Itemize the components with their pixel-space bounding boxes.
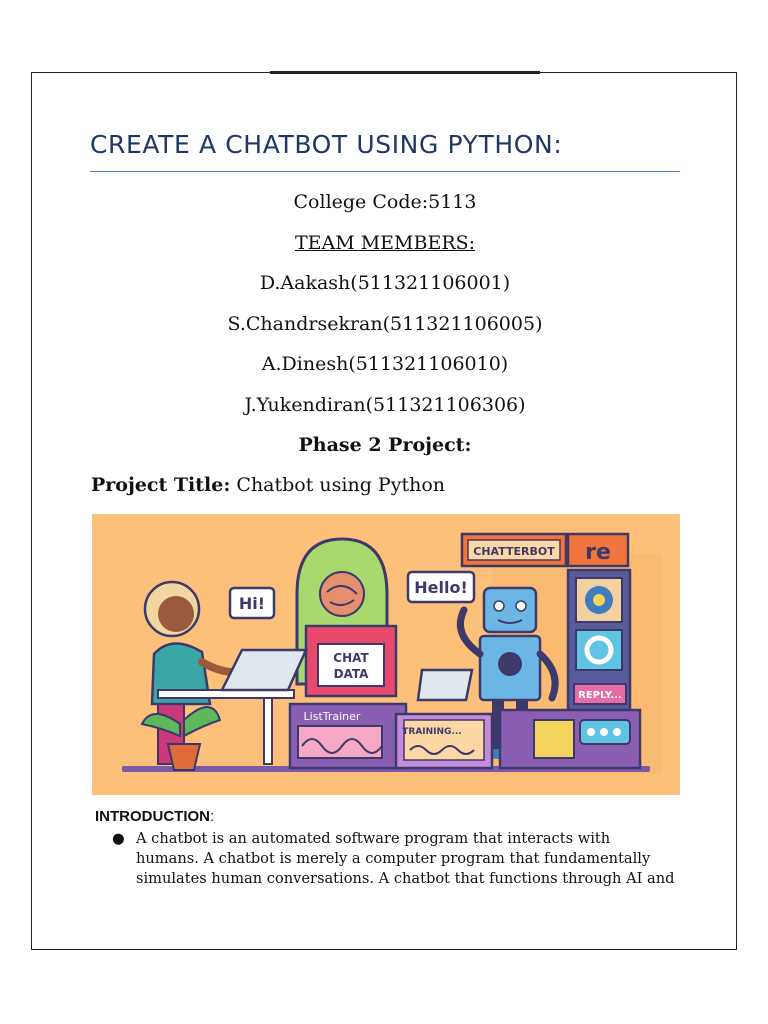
intro-line-1: A chatbot is an automated software program that interacts with bbox=[136, 830, 611, 847]
introduction-heading-text: INTRODUCTION bbox=[95, 808, 210, 825]
hello-text: Hello! bbox=[414, 578, 468, 597]
chatterbot-label: CHATTERBOT bbox=[473, 545, 555, 558]
project-title-label: Project Title: bbox=[91, 474, 231, 496]
introduction-list bbox=[110, 829, 690, 889]
team-member-4: J.Yukendiran(511321106306) bbox=[244, 394, 526, 416]
introduction-heading-colon: : bbox=[210, 808, 215, 825]
hi-text: Hi! bbox=[238, 594, 266, 613]
intro-line-2: humans. A chatbot is merely a computer program that fundamentally bbox=[136, 850, 651, 867]
brain-icon bbox=[320, 572, 364, 616]
team-member-2: S.Chandrsekran(511321106005) bbox=[227, 313, 543, 335]
team-member-3: A.Dinesh(511321106010) bbox=[261, 353, 509, 375]
list-item bbox=[110, 829, 690, 889]
re-label: re bbox=[585, 540, 611, 565]
chatbot-illustration bbox=[92, 514, 680, 795]
laptop-robot bbox=[418, 670, 472, 700]
plant-pot bbox=[168, 744, 200, 770]
bullet-icon: ● bbox=[112, 830, 125, 847]
data-label: DATA bbox=[333, 667, 369, 681]
team-members-heading: TEAM MEMBERS: bbox=[294, 232, 476, 254]
document-title: CREATE A CHATBOT USING PYTHON: bbox=[90, 130, 563, 159]
team-member-1: D.Aakash(511321106001) bbox=[259, 272, 511, 294]
college-code: College Code:5113 bbox=[293, 191, 477, 213]
project-title bbox=[91, 474, 445, 496]
introduction-heading bbox=[95, 808, 214, 825]
phase-heading: Phase 2 Project: bbox=[298, 434, 472, 456]
training-label: TRAINING... bbox=[402, 727, 462, 737]
project-title-value: Chatbot using Python bbox=[236, 474, 445, 496]
reply-label: REPLY... bbox=[578, 690, 622, 701]
intro-line-3: simulates human conversations. A chatbot that functions through AI and bbox=[136, 870, 675, 887]
chat-label: CHAT bbox=[333, 651, 369, 665]
title-underline bbox=[90, 171, 680, 172]
list-trainer-label: ListTrainer bbox=[303, 710, 361, 723]
robot-head bbox=[484, 588, 536, 632]
